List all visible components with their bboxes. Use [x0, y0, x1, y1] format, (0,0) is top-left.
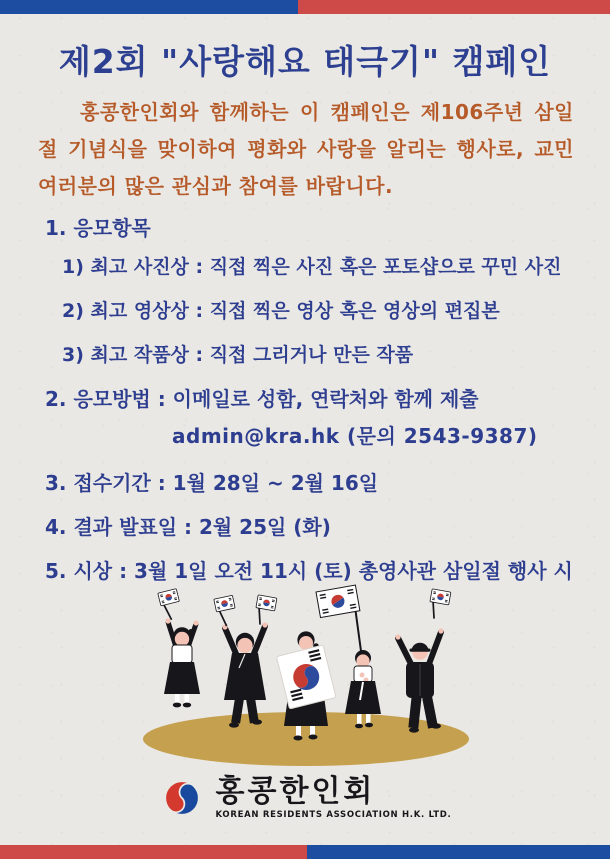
korean-flag-icon [253, 595, 277, 627]
bottom-bar-red-segment [0, 845, 307, 859]
korean-flag-icon [158, 589, 183, 622]
large-korean-flag [276, 645, 336, 709]
bottom-accent-bar [0, 845, 610, 859]
contact-email-line: admin@kra.hk (문의 2543-9387) [172, 424, 538, 448]
person-woman-flag-wrap [276, 631, 336, 740]
korean-flag-icon [214, 595, 239, 627]
person-man-cap [395, 589, 451, 733]
section1-item-artwork: 3) 최고 작품상 : 직접 그리거나 만든 작품 [62, 344, 414, 366]
organization-logo [0, 770, 610, 825]
section2-heading: 2. 응모방법 : 이메일로 성함, 연락처와 함께 제출 [45, 387, 479, 411]
section1-item-photo: 1) 최고 사진상 : 직접 찍은 사진 혹은 포토샵으로 꾸민 사진 [62, 256, 562, 278]
taegeuk-icon [159, 775, 205, 821]
organization-name-block [215, 773, 452, 820]
section3-period: 3. 접수기간 : 1월 28일 ~ 2월 16일 [45, 471, 379, 495]
korean-flag-icon [427, 589, 451, 621]
pole-flag [316, 585, 360, 618]
section4-announcement: 4. 결과 발표일 : 2월 25일 (화) [45, 515, 331, 539]
section5-award: 5. 시상 : 3월 1일 오전 11시 (토) 총영사관 삼일절 행사 시 [45, 559, 573, 583]
section1-heading: 1. 응모항목 [45, 216, 151, 240]
bottom-bar-blue-segment [307, 845, 610, 859]
top-bar-blue-segment [0, 0, 298, 14]
people-with-flags-illustration [135, 580, 475, 770]
top-bar-red-segment [298, 0, 610, 14]
top-accent-bar [0, 0, 610, 14]
person-girl-left [158, 589, 200, 708]
section1-item-video: 2) 최고 영상상 : 직접 찍은 영상 혹은 영상의 편집본 [62, 300, 500, 322]
organization-name-english: KOREAN RESIDENTS ASSOCIATION H.K. LTD. [215, 809, 452, 820]
poster-title: 제2회 "사랑해요 태극기" 캠페인 [58, 42, 552, 81]
poster-intro-paragraph: 홍콩한인회와 함께하는 이 캠페인은 제106주년 삼일절 기념식을 맞이하여 평화와 사랑을 알리는 행사로, 교민 여러분의 많은 관심과 참여를 바랍니다. [38, 100, 574, 198]
organization-name-korean: 홍콩한인회 [215, 773, 376, 809]
person-man-coat [214, 595, 277, 728]
